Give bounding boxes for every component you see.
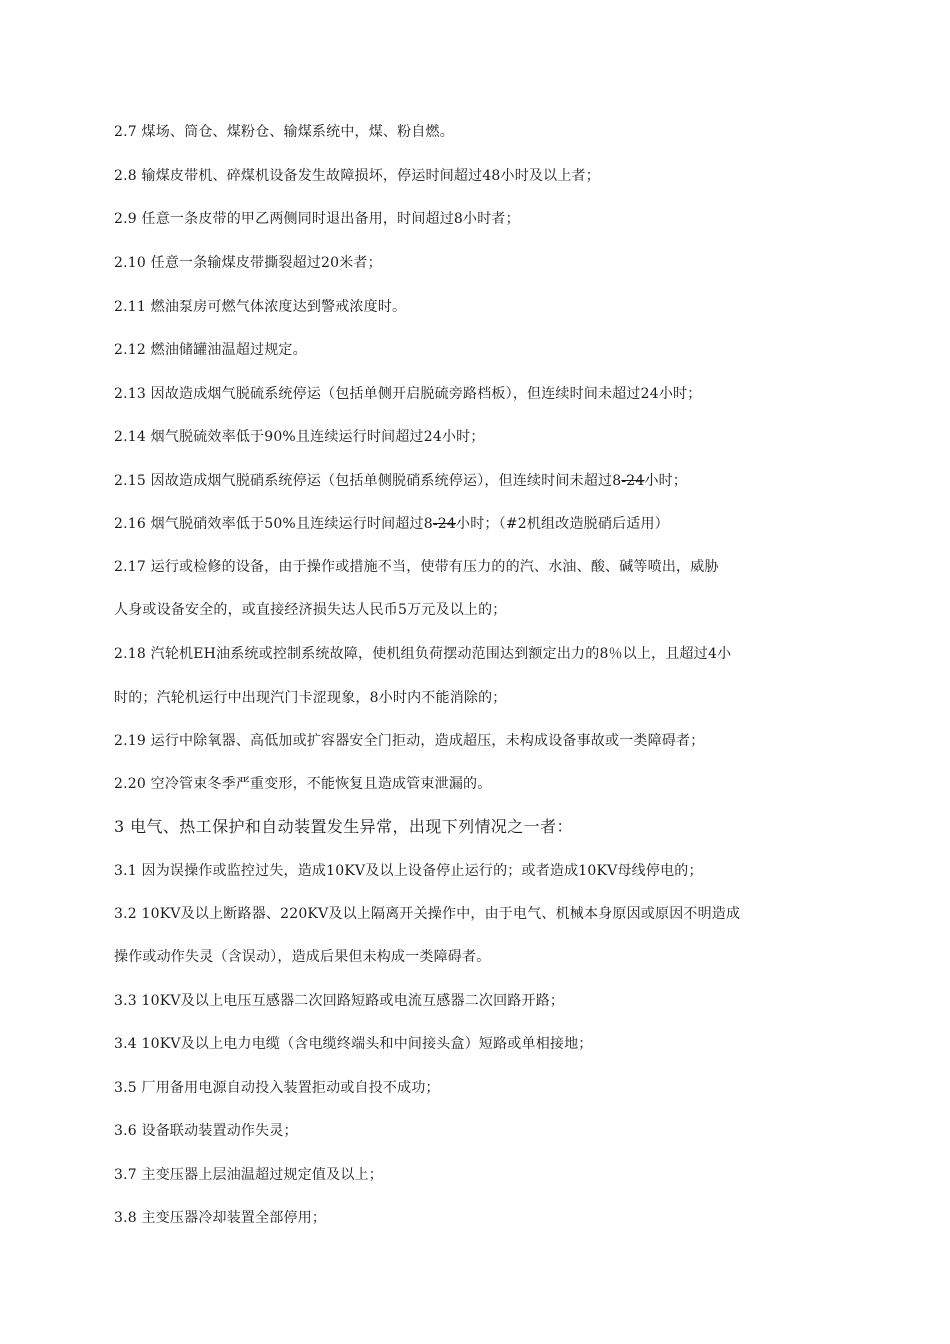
text-line-2-15-main: 2.15 因故造成烟气脱硝系统停运（包括单侧脱硝系统停运），但连续时间未超过8: [114, 473, 622, 489]
text-line-2-18-cont: 时的；汽轮机运行中出现汽门卡涩现象，8小时内不能消除的；: [114, 690, 507, 706]
text-line-2-10: 2.10 任意一条输煤皮带撕裂超过20米者；: [114, 255, 382, 271]
text-line-2-7: 2.7 煤场、筒仓、煤粉仓、输煤系统中，煤、粉自燃。: [114, 124, 454, 140]
text-line-2-19: 2.19 运行中除氧器、高低加或扩容器安全门拒动，造成超压，未构成设备事故或一类障碍者；: [114, 733, 705, 749]
text-line-2-17-cont: 人身或设备安全的，或直接经济损失达人民币5万元及以上的；: [114, 602, 507, 618]
text-line-2-18: 2.18 汽轮机EH油系统或控制系统故障，使机组负荷摆动范围达到额定出力的8％以上，且超过4小: [114, 646, 732, 662]
section-heading-3: 3 电气、热工保护和自动装置发生异常，出现下列情况之一者：: [114, 817, 573, 836]
text-line-2-14: 2.14 烟气脱硫效率低于90%且连续运行时间超过24小时；: [114, 429, 485, 445]
text-line-2-13: 2.13 因故造成烟气脱硫系统停运（包括单侧开启脱硫旁路档板），但连续时间未超过24小时；: [114, 386, 702, 402]
text-line-2-8: 2.8 输煤皮带机、碎煤机设备发生故障损坏，停运时间超过48小时及以上者；: [114, 168, 600, 184]
strikethrough-text: -24: [621, 473, 645, 489]
text-line-3-5: 3.5 厂用备用电源自动投入装置拒动或自投不成功；: [114, 1080, 440, 1096]
text-line-2-20: 2.20 空冷管束冬季严重变形，不能恢复且造成管束泄漏的。: [114, 776, 492, 792]
text-line-3-6: 3.6 设备联动装置动作失灵；: [114, 1123, 298, 1139]
text-line-2-15: [114, 471, 834, 491]
text-line-2-15-end: 小时；: [644, 473, 688, 489]
text-line-3-8: 3.8 主变压器冷却装置全部停用；: [114, 1210, 327, 1226]
text-line-3-3: 3.3 10KV及以上电压互感器二次回路短路或电流互感器二次回路开路；: [114, 993, 565, 1009]
text-line-2-9: 2.9 任意一条皮带的甲乙两侧同时退出备用，时间超过8小时者；: [114, 211, 520, 227]
text-line-3-2: 3.2 10KV及以上断路器、220KV及以上隔离开关操作中，由于电气、机械本身原因或原因不明造成: [114, 906, 741, 922]
text-line-2-16-end: 小时；（#2机组改造脱硝后适用）: [456, 516, 669, 532]
text-line-2-12: 2.12 燃油储罐油温超过规定。: [114, 342, 307, 358]
strikethrough-text: -24: [432, 516, 457, 532]
text-line-2-16: [114, 514, 834, 534]
text-line-2-11: 2.11 燃油泵房可燃气体浓度达到警戒浓度时。: [114, 299, 407, 315]
text-line-2-16-main: 2.16 烟气脱硝效率低于50%且连续运行时间超过8: [114, 516, 433, 532]
text-line-3-1: 3.1 因为误操作或监控过失，造成10KV及以上设备停止运行的；或者造成10KV母线停电的；: [114, 863, 703, 879]
text-line-3-2-cont: 操作或动作失灵（含误动），造成后果但未构成一类障碍者。: [114, 949, 491, 965]
text-line-3-7: 3.7 主变压器上层油温超过规定值及以上；: [114, 1167, 383, 1183]
text-line-3-4: 3.4 10KV及以上电力电缆（含电缆终端头和中间接头盒）短路或单相接地；: [114, 1036, 593, 1052]
text-line-2-17: 2.17 运行或检修的设备，由于操作或措施不当，使带有压力的的汽、水油、酸、碱等喷出，威胁: [114, 559, 719, 575]
